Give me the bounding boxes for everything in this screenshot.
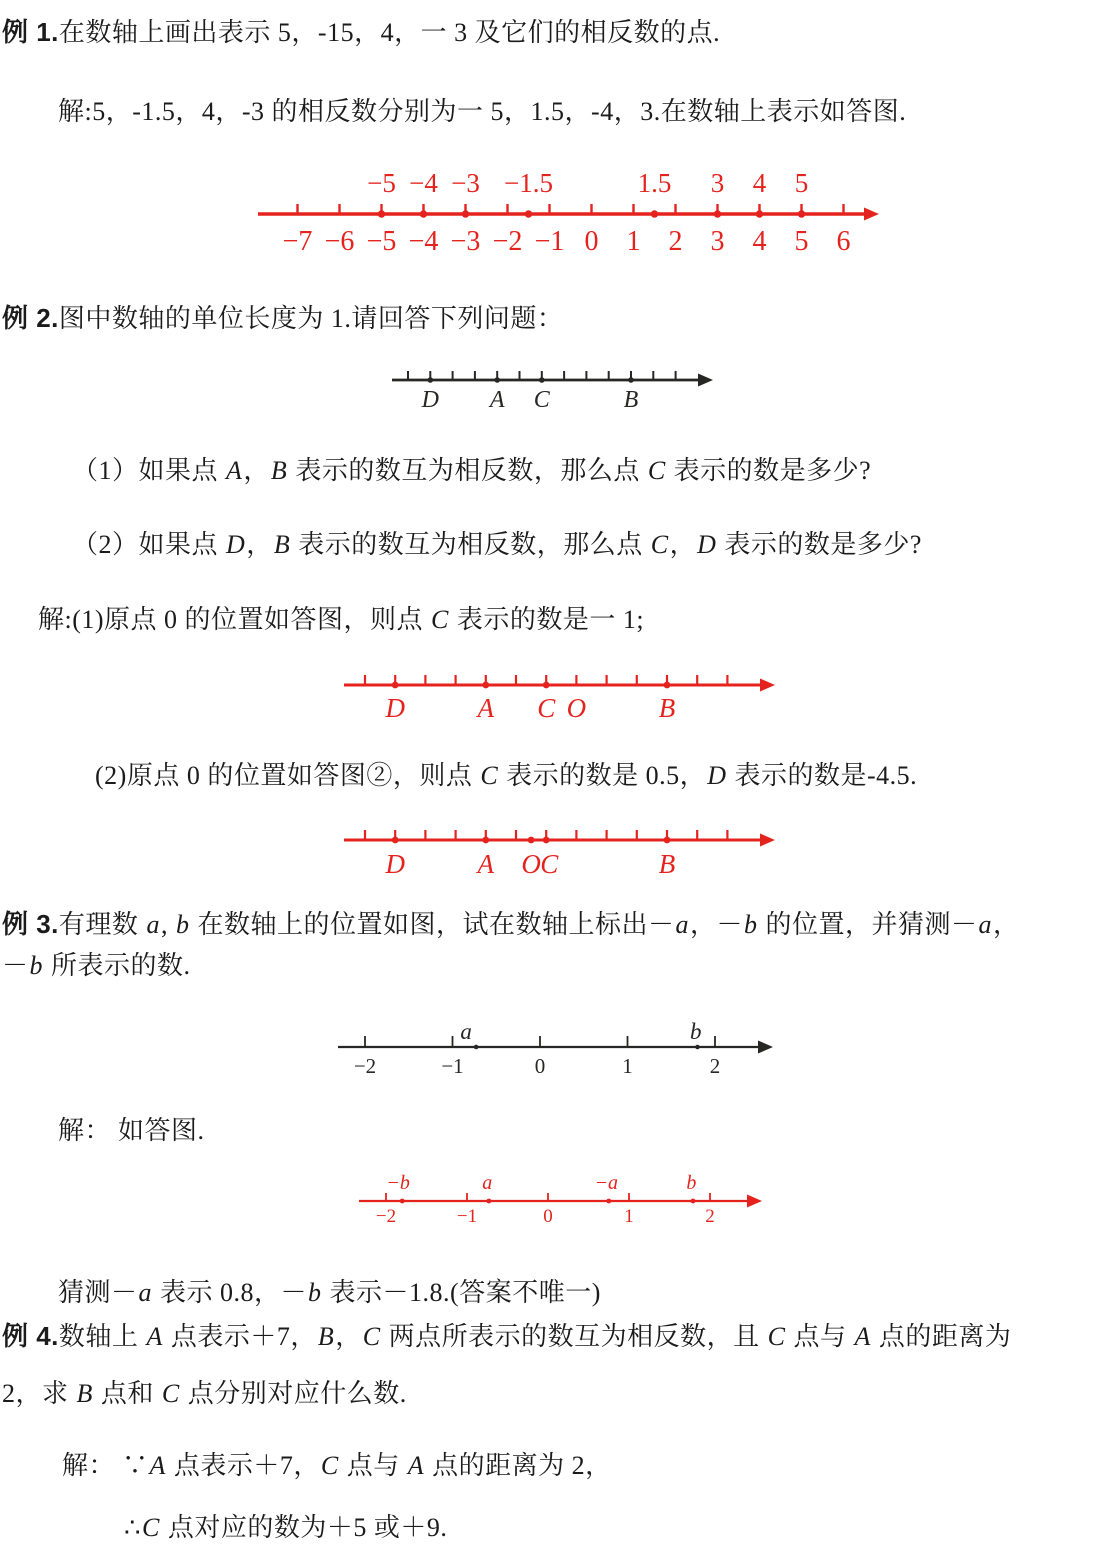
numberline-label: 3 [710,168,725,198]
text-segment: 两点所表示的数互为相反数，且 [381,1322,767,1351]
text-segment: 点表示＋7， [166,1451,320,1480]
math-variable: C [362,1322,381,1351]
numberline-label: 3 [710,226,725,257]
numberline-label: A [477,693,495,723]
example3-numberline [336,1014,782,1083]
numberline-label: −2 [492,226,523,257]
text-segment: 所表示的数. [44,951,191,980]
numberline-label: 2 [705,1206,715,1227]
math-variable: a [675,910,689,939]
text-segment: 图中数轴的单位长度为 1.请回答下列问题： [58,304,564,333]
numberline-label: −1 [534,226,565,257]
numberline-label: b [686,1172,697,1194]
numberline-label: 1 [626,226,641,257]
numberline-svg [355,1168,775,1228]
numberline-label: 0 [534,1054,546,1078]
math-variable: D [697,530,717,559]
numberline-label: a [460,1019,472,1044]
math-variable: a [146,910,160,939]
numberline-label: C [533,387,550,413]
example-label: 例 1. [2,17,59,47]
text-segment: 2，求 [2,1379,76,1408]
text-segment: ， [669,530,697,559]
text-segment: 点的距离为 [871,1322,1012,1351]
math-variable: B [317,1322,335,1351]
math-variable: B [76,1379,93,1408]
example2-solution-2-text [95,760,917,793]
math-variable: D [226,530,246,559]
numberline-label: D [421,387,439,413]
numberline-label: −3 [451,168,480,198]
numberline-label: A [477,849,495,879]
numberline-label: −5 [367,168,396,198]
math-variable: A [146,1322,163,1351]
math-variable: b [29,951,44,980]
numberline-label: −4 [409,168,438,198]
text-segment: （1）如果点 [72,456,226,485]
numberline-label: −2 [353,1054,377,1078]
example2-question-1 [72,455,871,488]
math-variable: A [854,1322,871,1351]
math-variable: C [480,761,499,790]
example3-guess-text [58,1277,601,1310]
numberline-label: −7 [282,226,313,257]
text-segment: （2）如果点 [72,530,226,559]
math-variable: C [431,605,449,634]
numberline-label: −5 [366,226,397,257]
text-segment: 表示的数是-4.5. [727,761,918,790]
text-segment: ， [335,1322,362,1351]
math-variable: A [149,1451,166,1480]
text-segment: 点与 [339,1451,407,1480]
text-segment: 有理数 [58,910,146,939]
numberline-label: 5 [794,168,809,198]
example3-heading-line1 [2,908,1020,942]
numberline-label: −1 [441,1054,464,1078]
example-label: 例 3. [2,909,59,939]
text-segment: ， [243,456,270,485]
numberline-label: 1 [624,1206,634,1227]
example2-heading [2,302,563,336]
text-segment: 点与 [786,1322,854,1351]
math-variable: B [270,456,288,485]
text-segment: 点对应的数为＋5 或＋9. [160,1513,448,1542]
example4-heading-line2 [2,1378,407,1411]
example2-solution-1-text [38,604,644,637]
text-segment: 表示的数是多少? [717,530,922,559]
math-variable: C [767,1322,786,1351]
numberline-label: D [385,849,405,879]
numberline-label: C [540,849,559,879]
math-variable: D [707,761,727,790]
text-segment: ，－ [689,910,743,939]
text-segment: 在数轴上画出表示 5，-15，4，一 3 及它们的相反数的点. [58,18,721,47]
example3-heading-line2 [2,950,191,983]
numberline-label: −a [594,1172,619,1194]
example2-question-2 [72,529,922,562]
text-segment: , [160,910,175,939]
numberline-label: A [489,387,505,413]
example2-answer2-numberline [342,815,788,884]
text-segment: 在数轴上的位置如图，试在数轴上标出－ [190,910,675,939]
text-segment: ， [992,910,1020,939]
text-segment: 解： 如答图. [58,1116,205,1145]
text-segment: 表示的数互为相反数，那么点 [291,530,650,559]
text-segment: 解:5，-1.5，4，-3 的相反数分别为一 5，1.5，-4，3.在数轴上表示如答图. [58,97,907,126]
text-segment: 表示的数是一 1; [449,605,645,634]
text-segment: 数轴上 [58,1322,146,1351]
text-segment: 表示的数是 0.5， [499,761,707,790]
text-segment: － [2,951,29,980]
numberline-label: 5 [794,226,809,257]
numberline-svg [390,363,725,418]
text-segment: 解： ∵ [62,1451,149,1480]
numberline-label: 6 [836,226,851,257]
text-segment: 点分别对应什么数. [180,1379,407,1408]
example1-heading [2,16,720,50]
math-variable: b [175,910,190,939]
example2-numberline [390,363,725,423]
numberline-label: 1.5 [637,168,672,198]
text-segment: (2)原点 0 的位置如答图②，则点 [95,761,480,790]
numberline-label: O [521,849,541,879]
numberline-svg [342,815,788,879]
text-segment: 表示的数是多少? [666,456,872,485]
text-segment: 点和 [93,1379,161,1408]
example4-solution-line2 [124,1512,447,1545]
math-variable: b [308,1278,322,1307]
numberline-label: 2 [668,226,683,257]
math-variable: C [647,456,666,485]
numberline-label: −b [386,1172,410,1194]
math-variable: C [650,530,669,559]
math-variable: C [161,1379,180,1408]
example2-answer1-numberline [342,662,788,729]
example1-solution-text [58,96,906,129]
math-variable: A [407,1451,425,1480]
numberline-svg [342,662,788,724]
text-segment: 猜测－ [58,1278,138,1307]
numberline-label: b [690,1019,702,1044]
math-variable: C [142,1513,160,1542]
text-segment: ， [246,530,273,559]
math-variable: b [743,910,758,939]
numberline-label: −1 [456,1206,478,1227]
example4-solution-line1 [62,1450,612,1483]
numberline-label: B [658,849,676,879]
numberline-label: O [566,693,587,723]
numberline-label: −6 [324,226,355,257]
example3-solution-text [58,1115,205,1148]
numberline-label: D [385,693,405,723]
numberline-label: −1.5 [504,168,553,198]
numberline-svg [254,162,894,262]
numberline-label: 0 [584,226,599,257]
math-variable: C [320,1451,339,1480]
text-segment: 点表示＋7， [163,1322,317,1351]
math-variable: B [273,530,291,559]
text-segment: 的位置，并猜测－ [758,910,978,939]
example-label: 例 4. [2,1321,59,1351]
text-segment: 表示－1.8.(答案不唯一) [322,1278,601,1307]
text-segment: 表示 0.8，－ [153,1278,308,1307]
math-variable: a [138,1278,153,1307]
numberline-label: −2 [375,1206,397,1227]
numberline-label: 4 [752,168,767,198]
numberline-label: a [482,1172,493,1194]
numberline-label: 4 [752,226,767,257]
example1-answer-numberline [254,162,894,267]
numberline-label: 0 [543,1206,553,1227]
text-segment: 点的距离为 2， [425,1451,612,1480]
text-segment: 表示的数互为相反数，那么点 [288,456,647,485]
text-segment: ∴ [124,1513,142,1542]
math-variable: a [978,910,992,939]
numberline-label: B [623,387,639,413]
numberline-label: −4 [408,226,439,257]
numberline-label: 1 [622,1054,633,1078]
text-segment: 解:(1)原点 0 的位置如答图，则点 [38,605,431,634]
example3-answer-numberline [355,1168,775,1233]
numberline-label: 2 [709,1054,721,1078]
numberline-label: B [658,693,676,723]
numberline-label: C [537,693,556,723]
math-variable: A [226,456,243,485]
numberline-label: −3 [450,226,481,257]
example-label: 例 2. [2,303,59,333]
numberline-svg [336,1014,782,1078]
example4-heading-line1 [2,1320,1011,1354]
